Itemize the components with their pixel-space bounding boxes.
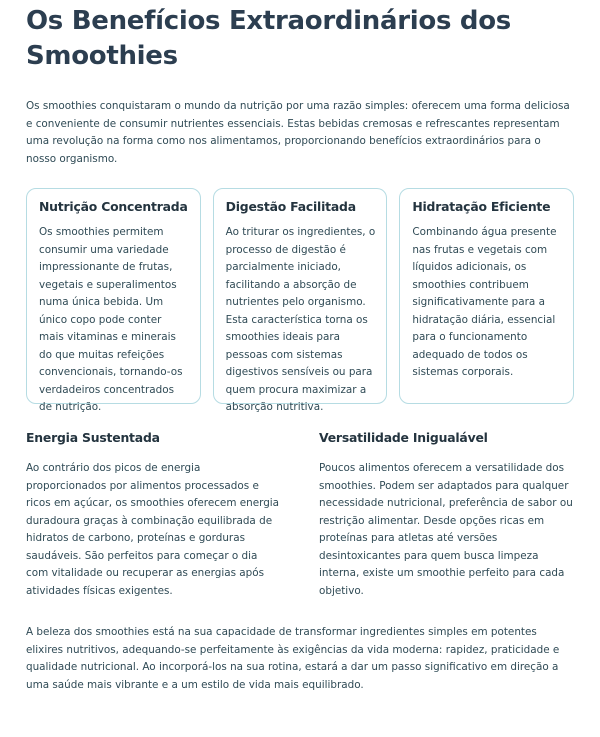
benefit-columns <box>26 430 574 600</box>
intro-paragraph: Os smoothies conquistaram o mundo da nutrição por uma razão simples: oferecem uma forma deliciosa e conveniente de consumir nutrientes essenciais. Estas bebidas cremosas e refrescantes representam uma revolução na forma como nos alimentamos, proporcionando benefícios extraordinários para o nosso organismo. <box>26 100 570 165</box>
benefit-card-digestao <box>213 188 388 413</box>
card-text: Os smoothies permitem consumir uma variedade impressionante de frutas, vegetais e superalimentos numa única bebida. Um único copo pode conter mais vitaminas e minerais do que muitas refeições convencionais, tornando-os verdadeiros concentrados de nutrição. <box>39 226 183 413</box>
card-text: Combinando água presente nas frutas e vegetais com líquidos adicionais, os smoothies contribuem significativamente para a hidratação diária, essencial para o funcionamento adequado de todos os sistemas corporais. <box>412 226 557 378</box>
page-title: Os Benefícios Extraordinários dos Smoothies <box>26 6 511 71</box>
benefit-column-energia <box>26 430 281 600</box>
card-text: Ao triturar os ingredientes, o processo de digestão é parcialmente iniciado, facilitando a absorção de nutrientes pelo organismo. Esta característica torna os smoothies ideais para pessoas com sistemas digestivos sensíveis ou para quem procura maximizar a absorção nutritiva. <box>225 226 376 413</box>
outro-paragraph: A beleza dos smoothies está na sua capacidade de transformar ingredientes simples em potentes elixires nutritivos, adequando-se perfeitamente às exigências da vida moderna: rapidez, praticidade e qualidade nutricional. Ao incorporá-los na sua rotina, estará a dar um passo significativo em direção a uma saúde mais vibrante e a um estilo de vida mais equilibrado. <box>26 626 560 691</box>
benefit-column-versatilidade <box>319 430 574 600</box>
benefit-card-hidratacao <box>399 188 574 404</box>
column-heading: Energia Sustentada <box>26 430 160 445</box>
card-heading: Digestão Facilitada <box>225 199 356 214</box>
benefit-card-nutricao <box>26 188 201 413</box>
column-text: Ao contrário dos picos de energia proporcionados por alimentos processados e ricos em açúcar, os smoothies oferecem energia duradoura graças à combinação equilibrada de hidratos de carbono, proteínas e gorduras saudáveis. São perfeitos para começar o dia com vitalidade ou recuperar as energias após atividades físicas exigentes. <box>26 462 280 597</box>
card-heading: Hidratação Eficiente <box>412 199 551 214</box>
benefit-cards <box>26 188 574 413</box>
column-text: Poucos alimentos oferecem a versatilidade dos smoothies. Podem ser adaptados para qualquer necessidade nutricional, preferência de sabor ou restrição alimentar. Desde opções ricas em proteínas para atletas até versões desintoxicantes para quem busca limpeza interna, existe um smoothie perfeito para cada objetivo. <box>319 462 573 597</box>
card-heading: Nutrição Concentrada <box>39 199 188 214</box>
column-heading: Versatilidade Inigualável <box>319 430 488 445</box>
